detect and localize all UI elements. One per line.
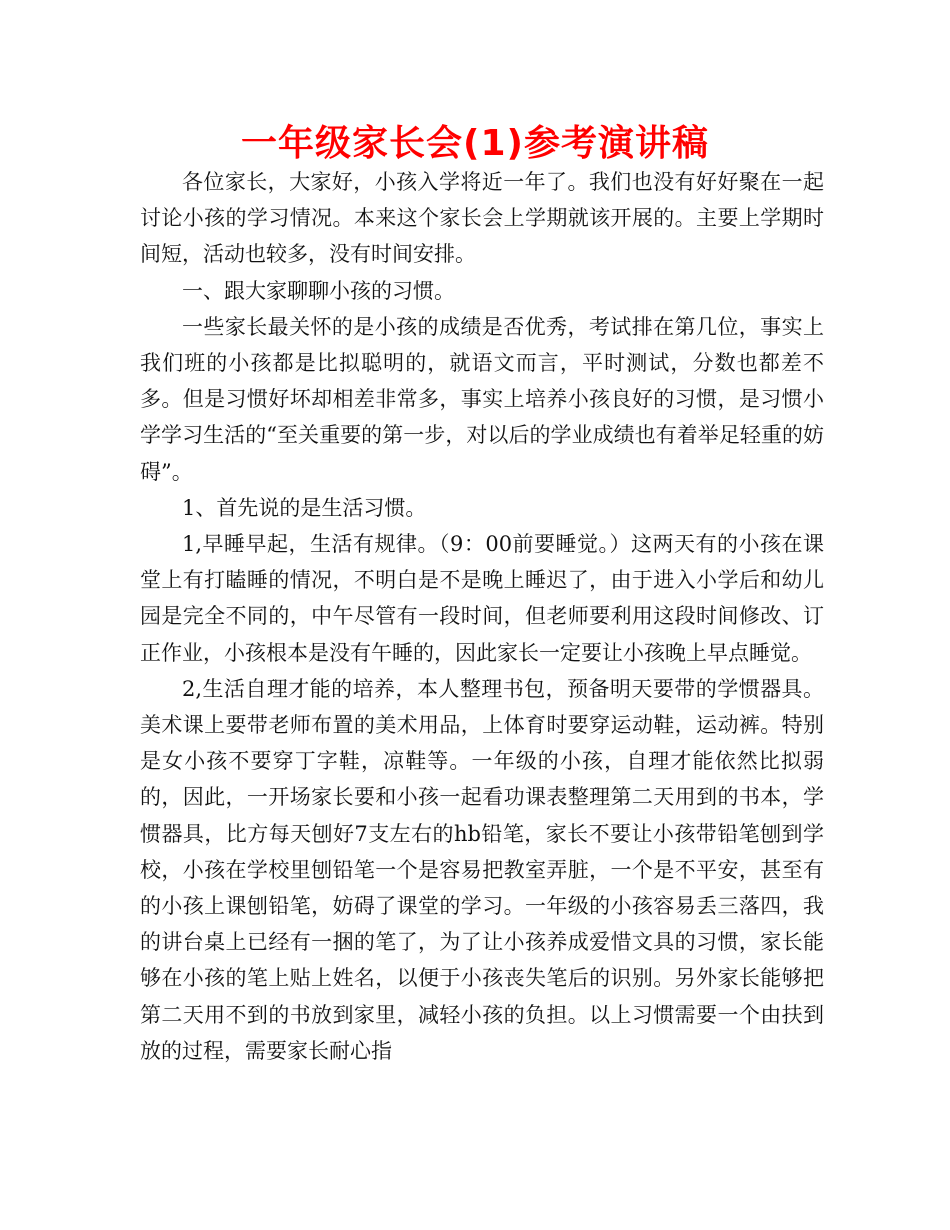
paragraph-subheading-life-habits: 1、首先说的是生活习惯。 [182, 495, 427, 520]
paragraph-section-heading: 一、跟大家聊聊小孩的习惯。 [182, 278, 455, 303]
document-body [140, 164, 824, 1069]
paragraph-self-care: 2,生活自理才能的培养，本人整理书包，预备明天要带的学惯器具。美术课上要带老师布置的美术用品，上体育时要穿运动鞋，运动裤。特别是女小孩不要穿丁字鞋，凉鞋等。一年级的小孩，自理才能依然比拟弱的，因此，一开场家长要和小孩一起看功课表整理第二天用到的书本，学惯器具，比方每天刨好7支左右的hb铅笔，家长不要让小孩带铅笔刨到学校，小孩在学校里刨铅笔一个是容易把教室弄脏，一个是不平安，甚至有的小孩上课刨铅笔，妨碍了课堂的学习。一年级的小孩容易丢三落四，我的讲台桌上已经有一捆的笔了，为了让小孩养成爱惜文具的习惯，家长能够在小孩的笔上贴上姓名，以便于小孩丧失笔后的识别。另外家长能够把第二天用不到的书放到家里，减轻小孩的负担。以上习惯需要一个由扶到放的过程，需要家长耐心指 [140, 676, 824, 1063]
paragraph-grades-and-habits: 一些家长最关怀的是小孩的成绩是否优秀，考试排在第几位，事实上我们班的小孩都是比拟聪明的，就语文而言，平时测试，分数也都差不多。但是习惯好坏却相差非常多，事实上培养小孩良好的习惯，是习惯小学学习生活的“至关重要的第一步，对以后的学业成绩也有着举足轻重的妨碍”。 [140, 314, 824, 484]
paragraph-early-sleep: 1,早睡早起，生活有规律。（9：00前要睡觉。）这两天有的小孩在课堂上有打瞌睡的情况，不明白是不是晚上睡迟了，由于进入小学后和幼儿园是完全不同的，中午尽管有一段时间，但老师要利用这段时间修改、订正作业，小孩根本是没有午睡的，因此家长一定要让小孩晚上早点睡觉。 [140, 532, 824, 665]
paragraph-greeting: 各位家长，大家好，小孩入学将近一年了。我们也没有好好聚在一起讨论小孩的学习情况。本来这个家长会上学期就该开展的。主要上学期时间短，活动也较多，没有时间安排。 [140, 170, 824, 267]
document-title: 一年级家长会(1)参考演讲稿 [241, 123, 709, 164]
